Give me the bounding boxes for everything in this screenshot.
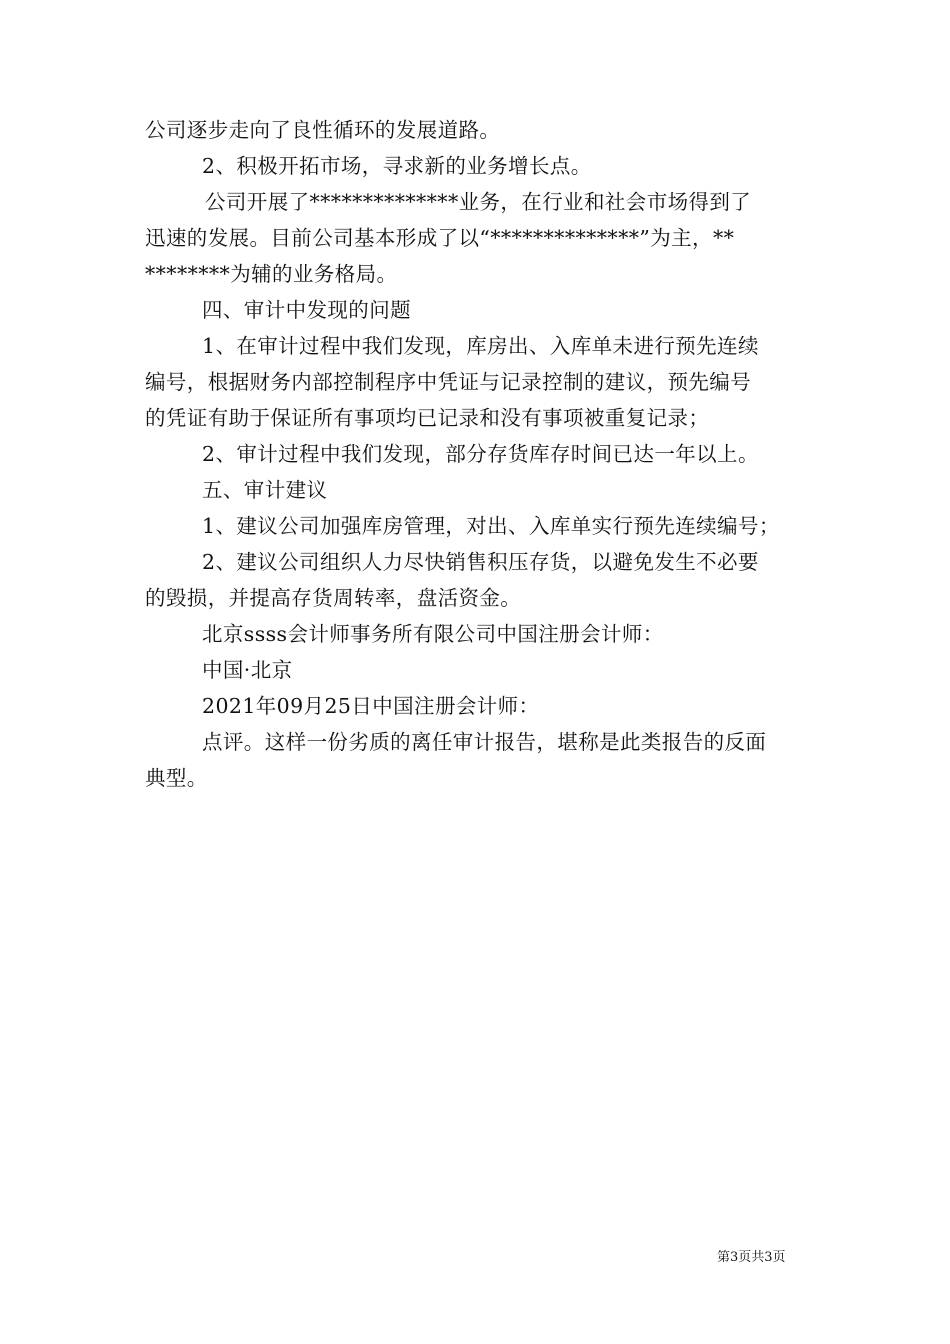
paragraph-line: 的毁损，并提高存货周转率，盘活资金。 (145, 586, 522, 610)
paragraph-line: 2、建议公司组织人力尽快销售积压存货，以避免发生不必要 (202, 550, 759, 574)
paragraph-line: 点评。这样一份劣质的离任审计报告，堪称是此类报告的反面 (202, 730, 767, 754)
paragraph-line: 公司开展了**************业务，在行业和社会市场得到了 (205, 190, 752, 214)
section-heading: 五、审计建议 (202, 478, 328, 502)
paragraph-line: 公司逐步走向了良性循环的发展道路。 (145, 118, 501, 142)
paragraph-line: ********为辅的业务格局。 (145, 262, 398, 286)
paragraph-line: 1、建议公司加强库房管理，对出、入库单实行预先连续编号； (202, 514, 780, 538)
paragraph-line: 1、在审计过程中我们发现，库房出、入库单未进行预先连续 (202, 334, 759, 358)
location-line: 中国·北京 (202, 658, 293, 682)
paragraph-line: 的凭证有助于保证所有事项均已记录和没有事项被重复记录； (145, 406, 710, 430)
signature-line: 北京ssss会计师事务所有限公司中国注册会计师： (202, 622, 664, 646)
date-line: 2021年09月25日中国注册会计师： (202, 694, 540, 718)
paragraph-line: 编号，根据财务内部控制程序中凭证与记录控制的建议，预先编号 (145, 370, 752, 394)
paragraph-line: 迅速的发展。目前公司基本形成了以“**************”为主，** (145, 226, 735, 250)
section-heading: 四、审计中发现的问题 (202, 298, 411, 322)
page-number: 第3页共3页 (717, 1250, 786, 1265)
paragraph-line: 典型。 (145, 766, 208, 790)
paragraph-line: 2、积极开拓市场，寻求新的业务增长点。 (202, 154, 592, 178)
document-body (145, 112, 810, 796)
paragraph-line: 2、审计过程中我们发现，部分存货库存时间已达一年以上。 (202, 442, 759, 466)
